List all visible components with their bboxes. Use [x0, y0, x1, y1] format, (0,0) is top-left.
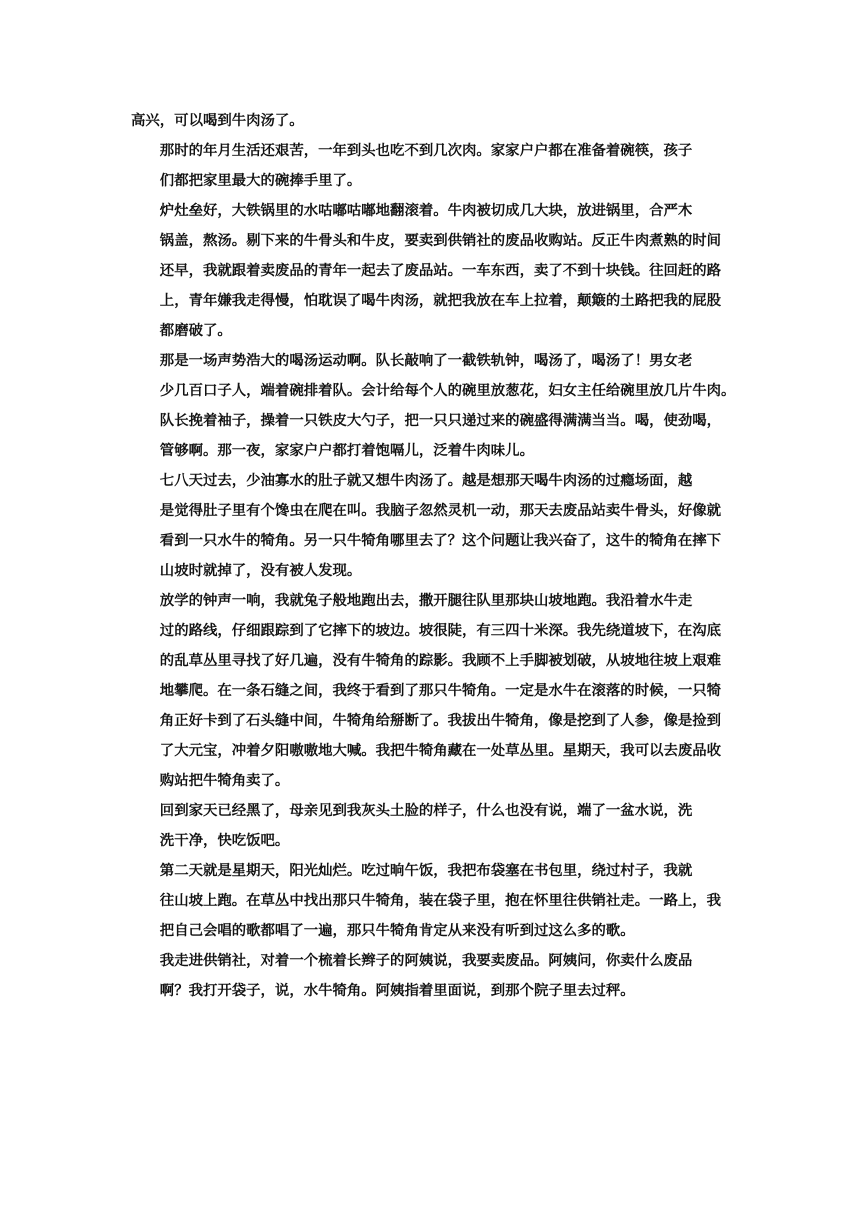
text-line: 第二天就是星期天，阳光灿烂。吃过晌午饭，我把布袋塞在书包里，绕过村子，我就	[159, 863, 693, 879]
text-line: 角正好卡到了石头缝中间，牛犄角给掰断了。我拔出牛犄角，像是挖到了人参，像是捡到	[159, 713, 722, 729]
text-line: 洗干净，快吃饭吧。	[159, 833, 290, 849]
paragraph	[131, 796, 731, 856]
text-line: 放学的钟声一响，我就兔子般地跑出去，撒开腿往队里那块山坡地跑。我沿着水牛走	[159, 593, 693, 609]
text-line: 队长挽着袖子，操着一只铁皮大勺子，把一只只递过来的碗盛得满满当当。喝，使劲喝，	[159, 413, 722, 429]
text-line: 看到一只水牛的犄角。另一只牛犄角哪里去了？这个问题让我兴奋了，这牛的犄角在摔下	[159, 533, 722, 549]
text-line: 那时的年月生活还艰苦，一年到头也吃不到几次肉。家家户户都在准备着碗筷，孩子	[159, 143, 693, 159]
text-line: 回到家天已经黑了，母亲见到我灰头土脸的样子，什么也没有说，端了一盆水说，洗	[159, 803, 693, 819]
paragraph	[131, 946, 731, 1006]
text-line: 的乱草丛里寻找了好几遍，没有牛犄角的踪影。我顾不上手脚被划破，从坡地往坡上艰难	[159, 653, 722, 669]
text-line: 少几百口子人，端着碗排着队。会计给每个人的碗里放葱花，妇女主任给碗里放几片牛肉。	[159, 383, 736, 399]
text-line: 把自己会唱的歌都唱了一遍，那只牛犄角肯定从来没有听到过这么多的歌。	[159, 923, 635, 939]
text-line: 七八天过去，少油寡水的肚子就又想牛肉汤了。越是想那天喝牛肉汤的过瘾场面，越	[159, 473, 693, 489]
text-line: 啊？我打开袋子，说，水牛犄角。阿姨指着里面说，到那个院子里去过秤。	[159, 983, 635, 999]
text-line: 购站把牛犄角卖了。	[159, 773, 290, 789]
document-body	[131, 106, 736, 1006]
text-line: 了大元宝，冲着夕阳嗷嗷地大喊。我把牛犄角藏在一处草丛里。星期天，我可以去废品收	[159, 743, 722, 759]
paragraph	[131, 196, 731, 346]
paragraph	[131, 856, 731, 946]
text-line: 过的路线，仔细跟踪到了它摔下的坡边。坡很陡，有三四十米深。我先绕道坡下，在沟底	[159, 623, 722, 639]
text-line: 高兴，可以喝到牛肉汤了。	[131, 113, 304, 129]
text-line: 地攀爬。在一条石缝之间，我终于看到了那只牛犄角。一定是水牛在滚落的时候，一只犄	[159, 683, 722, 699]
text-line: 锅盖，熬汤。剔下来的牛骨头和牛皮，要卖到供销社的废品收购站。反正牛肉煮熟的时间	[159, 233, 722, 249]
text-line: 都磨破了。	[159, 323, 232, 339]
paragraph	[131, 466, 731, 586]
text-line: 上，青年嫌我走得慢，怕耽误了喝牛肉汤，就把我放在车上拉着，颠簸的土路把我的屁股	[159, 293, 722, 309]
paragraph	[131, 346, 736, 466]
text-line: 炉灶垒好，大铁锅里的水咕嘟咕嘟地翻滚着。牛肉被切成几大块，放进锅里，合严木	[159, 203, 693, 219]
paragraph	[131, 586, 731, 796]
text-line: 们都把家里最大的碗捧手里了。	[159, 173, 362, 189]
text-line: 管够啊。那一夜，家家户户都打着饱嗝儿，泛着牛肉味儿。	[159, 443, 534, 459]
text-line: 往山坡上跑。在草丛中找出那只牛犄角，装在袋子里，抱在怀里往供销社走。一路上，我	[159, 893, 722, 909]
text-line: 我走进供销社，对着一个梳着长辫子的阿姨说，我要卖废品。阿姨问，你卖什么废品	[159, 953, 693, 969]
text-line: 还早，我就跟着卖废品的青年一起去了废品站。一车东西，卖了不到十块钱。往回赶的路	[159, 263, 722, 279]
text-line: 山坡时就掉了，没有被人发现。	[159, 563, 362, 579]
paragraph	[131, 136, 731, 196]
text-line: 是觉得肚子里有个馋虫在爬在叫。我脑子忽然灵机一动，那天去废品站卖牛骨头，好像就	[159, 503, 722, 519]
text-line: 那是一场声势浩大的喝汤运动啊。队长敲响了一截铁轨钟，喝汤了，喝汤了！男女老	[159, 353, 693, 369]
paragraph	[131, 106, 731, 136]
